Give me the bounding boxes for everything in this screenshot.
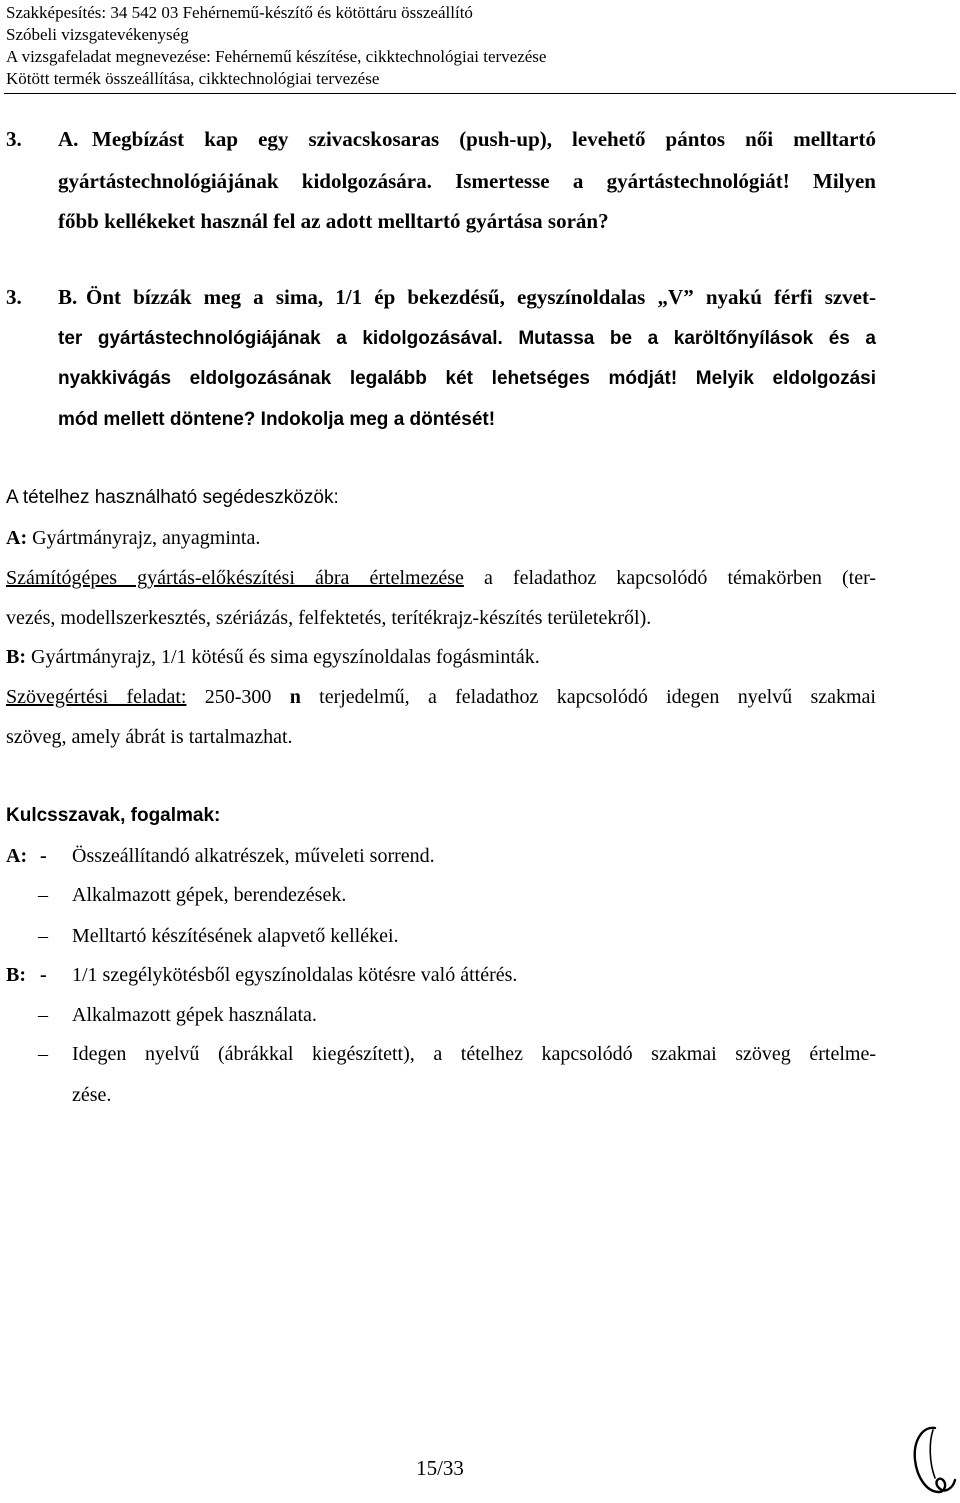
tools-reading-line-1	[6, 686, 876, 709]
reading-task-mid: 250-300	[186, 686, 290, 708]
dash-icon: –	[38, 925, 48, 947]
reading-task-rest: terjedelmű, a feladathoz kapcsolódó idegen nyelvű szakmai	[300, 686, 876, 708]
header-divider	[4, 93, 956, 94]
header-qualification: Szakképesítés: 34 542 03 Fehérnemű-készítő és kötöttáru összeállító	[6, 3, 473, 22]
reading-task-link: Szövegértési feladat:	[6, 686, 187, 708]
task-a-line-3: főbb kellékeket használ fel az adott melltartó gyártása során?	[58, 209, 609, 233]
tools-a-label: A:	[6, 527, 28, 549]
page-number: 15/33	[416, 1456, 464, 1480]
tools-heading: A tételhez használható segédeszközök:	[6, 487, 339, 508]
header-exam-activity: Szóbeli vizsgatevékenység	[6, 25, 189, 44]
task-b-line-2: ter gyártástechnológiájának a kidolgozásával. Mutassa be a karöltőnyílások és a	[58, 328, 876, 349]
keywords-a-label: A:	[6, 845, 28, 867]
tools-b-text: Gyártmányrajz, 1/1 kötésű és sima egyszínoldalas fogásminták.	[26, 646, 540, 668]
keywords-b-item-3: Idegen nyelvű (ábrákkal kiegészített), a tételhez kapcsolódó szakmai szöveg értelme-	[72, 1043, 876, 1065]
tools-reading-line-2: szöveg, amely ábrát is tartalmazhat.	[6, 726, 293, 748]
task-b-number: 3.	[6, 285, 22, 309]
tools-b-label: B:	[6, 646, 26, 668]
keywords-b-item-2: Alkalmazott gépek használata.	[72, 1004, 317, 1026]
header-task-subtitle: Kötött termék összeállítása, cikktechnológiai tervezése	[6, 69, 380, 88]
cad-task-rest: a feladathoz kapcsolódó témakörben (ter-	[463, 567, 877, 589]
cad-task-link: Számítógépes gyártás-előkészítési ábra értelmezése	[6, 567, 464, 589]
tools-a-text: Gyártmányrajz, anyagminta.	[27, 527, 261, 549]
keywords-a-item-2: Alkalmazott gépek, berendezések.	[72, 884, 347, 906]
tools-b-line	[6, 646, 540, 669]
task-a-line-1: Megbízást kap egy szivacskosaras (push-up), levehető pántos női melltartó	[92, 127, 876, 151]
tools-cad-line-2: vezés, modellszerkesztés, szériázás, felfektetés, terítékrajz-készítés területekről).	[6, 607, 652, 629]
signature-icon	[905, 1422, 957, 1500]
keywords-a-item-3: Melltartó készítésének alapvető kellékei.	[72, 925, 399, 947]
header-task-name: A vizsgafeladat megnevezése: Fehérnemű készítése, cikktechnológiai tervezése	[6, 47, 547, 66]
reading-task-n: n	[289, 686, 301, 708]
keywords-b-item-1: 1/1 szegélykötésből egyszínoldalas kötésre való áttérés.	[72, 964, 518, 986]
tools-cad-line-1	[6, 567, 876, 590]
keywords-b-marker: -	[40, 964, 47, 986]
task-a-label: A.	[58, 127, 79, 151]
dash-icon: –	[38, 1004, 48, 1026]
task-a-line-2: gyártástechnológiájának kidolgozására. Ismertesse a gyártástechnológiát! Milyen	[58, 169, 876, 193]
dash-icon: –	[38, 1043, 48, 1065]
keywords-b-label: B:	[6, 964, 26, 986]
document-header	[6, 2, 956, 90]
task-b-line-3: nyakkivágás eldolgozásának legalább két lehetséges módját! Melyik eldolgozási	[58, 368, 876, 389]
task-a-number: 3.	[6, 127, 22, 151]
task-b-label: B.	[58, 285, 78, 309]
keywords-b-item-3-continued: zése.	[72, 1084, 112, 1106]
task-b-line-1: Önt bízzák meg a sima, 1/1 ép bekezdésű, egyszínoldalas „V” nyakú férfi szvet-	[86, 285, 876, 309]
task-b-line-4: mód mellett döntene? Indokolja meg a döntését!	[58, 409, 496, 430]
keywords-a-item-1: Összeállítandó alkatrészek, műveleti sorrend.	[72, 845, 435, 867]
keywords-heading: Kulcsszavak, fogalmak:	[6, 805, 221, 826]
tools-a-line	[6, 527, 260, 550]
keywords-a-marker: -	[40, 845, 47, 867]
dash-icon: –	[38, 884, 48, 906]
